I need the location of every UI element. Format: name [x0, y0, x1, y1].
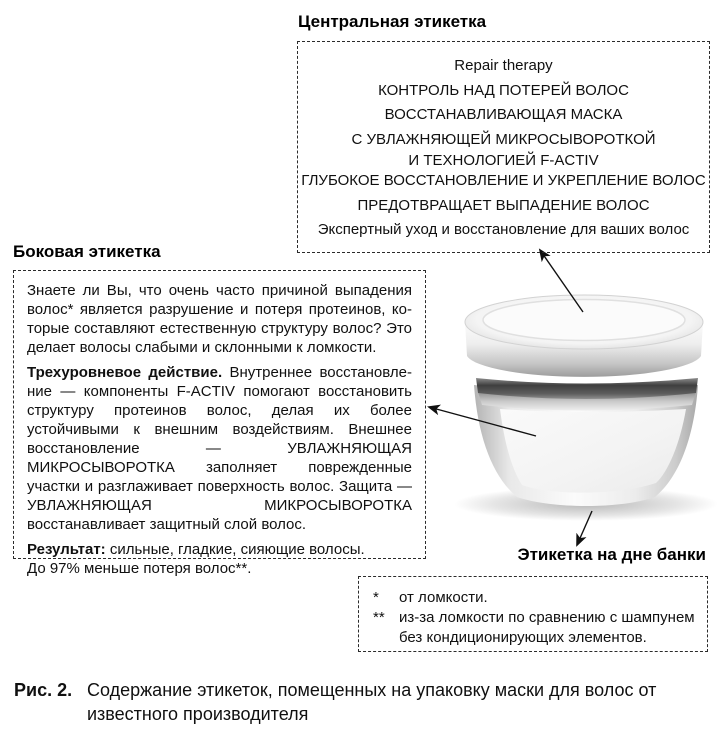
central-label-line: КОНТРОЛЬ НАД ПОТЕРЕЙ ВОЛОС: [378, 81, 629, 99]
jar-lid-side: [465, 322, 703, 377]
jar-silver-ring: [478, 392, 696, 411]
central-label-box: [297, 41, 710, 253]
figure-caption-text: Содержание этикеток, помещенных на упаковку маски для волос от известного производителя: [87, 680, 657, 724]
bottom-label-title: Этикетка на дне банки: [517, 545, 706, 564]
footnote-text: из-за ломкости по сравнению с шампунем без кондиционирующих элементов.: [399, 609, 695, 646]
central-label-line: И ТЕХНОЛОГИЕЙ F-ACTIV: [408, 152, 599, 169]
side-label-paragraph-2-lead: Трехуровневое действие.: [27, 364, 223, 381]
jar-dark-band: [476, 378, 698, 399]
central-label-line-brand: Repair therapy: [454, 57, 553, 74]
arrow-to-side-label: [429, 407, 536, 436]
figure-caption: [14, 678, 665, 726]
side-label-box: [13, 270, 426, 577]
footnote-text: от ломкости.: [399, 589, 488, 606]
side-label-paragraph-3-lead: Результат:: [27, 541, 106, 558]
jar-lid-opening: [483, 300, 685, 341]
side-label-title: Боковая этикетка: [13, 242, 161, 261]
figure-caption-number: Рис. 2.: [14, 680, 73, 700]
footnote-marker: **: [373, 609, 385, 626]
side-label-paragraph-1: Знаете ли Вы, что очень часто причиной выпадения волос* является разрушение и потеря протеинов, которые составляют естественную структуру волос? Это делает волосы слабыми и склонными к ломкости.: [27, 282, 412, 356]
jar-body: [474, 385, 698, 506]
footnote-row: [373, 588, 701, 608]
side-label-paragraph-3: [27, 540, 412, 578]
central-label-line: ПРЕДОТВРАЩАЕТ ВЫПАДЕНИЕ ВОЛОС: [357, 196, 650, 214]
side-label-paragraph-2: [27, 363, 412, 534]
bottom-label-box: [358, 576, 708, 652]
central-label-line: С УВЛАЖНЯЮЩЕЙ МИКРОСЫВОРОТКОЙ: [351, 130, 656, 148]
central-label-title: Центральная этикетка: [298, 12, 487, 31]
central-label-line: ВОССТАНАВЛИВАЮЩАЯ МАСКА: [384, 106, 623, 123]
central-label-line: ГЛУБОКОЕ ВОССТАНОВЛЕНИЕ И УКРЕПЛЕНИЕ ВОЛОС: [301, 172, 706, 189]
arrow-to-central-label: [540, 250, 583, 312]
jar-shadow: [454, 487, 718, 521]
jar-lid-top: [465, 295, 703, 349]
footnote-row: [373, 608, 701, 648]
central-label-line-tagline: Экспертный уход и восстановление для ваших волос: [317, 221, 690, 238]
jar-front-label: [500, 409, 686, 493]
arrow-to-bottom-label: [577, 511, 592, 545]
side-label-paragraph-2-text: Внутреннее восстановление — компоненты F-ACTIV помогают восстановить структуру протеинов волос, делая их более устойчивыми к внешним воздействиям. Внешнее восстановление — УВЛАЖНЯЮЩАЯ МИКРОСЫВОРОТКА заполняет поврежденные участки и разглаживает поверхность волос. Защита — УВЛАЖНЯЮЩАЯ МИКРОСЫВОРОТКА восстанавливает защитный слой волос.: [27, 364, 412, 533]
side-label-paragraph-3-text: сильные, гладкие, сияющие волосы.: [105, 541, 365, 558]
footnote-marker: *: [373, 589, 379, 606]
side-label-paragraph-3-line2: До 97% меньше потеря волос**.: [27, 560, 252, 577]
